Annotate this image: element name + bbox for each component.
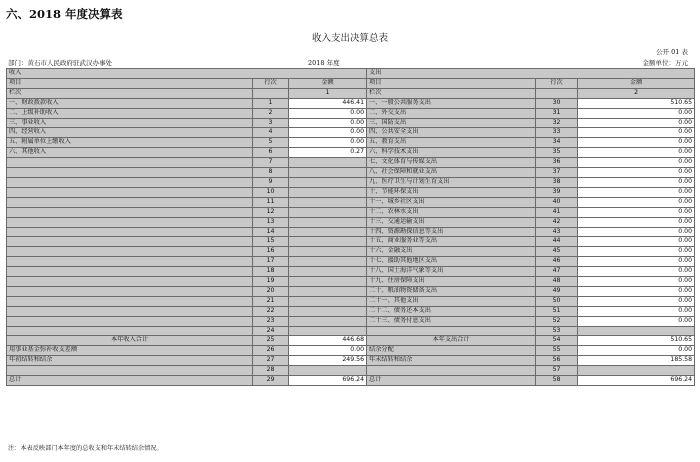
expense-item: 六、科学技术支出 — [367, 148, 536, 158]
income-amount — [289, 286, 367, 296]
expense-row-no: 33 — [536, 128, 578, 138]
expense-row-no: 58 — [536, 376, 578, 386]
expense-row-no: 53 — [536, 326, 578, 336]
expense-item: 十、节能环保支出 — [367, 187, 536, 197]
income-item — [7, 197, 253, 207]
income-row-no: 19 — [253, 277, 289, 287]
expense-item: 二十二、债务还本支出 — [367, 306, 536, 316]
income-item — [7, 267, 253, 277]
income-item: 四、经营收入 — [7, 128, 253, 138]
income-item — [7, 217, 253, 227]
income-item — [7, 187, 253, 197]
table-row — [7, 197, 695, 207]
income-row-no: 3 — [253, 118, 289, 128]
expense-row-no: 50 — [536, 296, 578, 306]
expense-row-no: 42 — [536, 217, 578, 227]
expense-item: 十六、金融支出 — [367, 247, 536, 257]
table-row — [7, 158, 695, 168]
income-item — [7, 326, 253, 336]
income-item — [7, 296, 253, 306]
col-header-amount: 金额 — [289, 78, 367, 88]
expense-row-no: 46 — [536, 257, 578, 267]
expense-item: 八、社会保障和就业支出 — [367, 168, 536, 178]
expense-amount: 0.00 — [578, 306, 695, 316]
footnote: 注：本表反映部门本年度的总收支和年末结转结余情况。 — [8, 445, 163, 452]
income-row-no: 2 — [253, 108, 289, 118]
income-row-no: 24 — [253, 326, 289, 336]
income-row-no: 15 — [253, 237, 289, 247]
income-row-no: 4 — [253, 128, 289, 138]
table-row — [7, 207, 695, 217]
income-row-no: 23 — [253, 316, 289, 326]
income-row-no: 29 — [253, 376, 289, 386]
expense-item: 十七、援助其他地区支出 — [367, 257, 536, 267]
income-row-no: 12 — [253, 207, 289, 217]
income-amount — [289, 326, 367, 336]
year-label: 2018 年度 — [308, 59, 340, 67]
table-row — [7, 306, 695, 316]
expense-amount: 0.00 — [578, 277, 695, 287]
income-row-no: 14 — [253, 227, 289, 237]
expense-row-no: 56 — [536, 356, 578, 366]
expense-item: 十四、资源勘探信息等支出 — [367, 227, 536, 237]
expense-item: 二十一、其他支出 — [367, 296, 536, 306]
income-row-no: 6 — [253, 148, 289, 158]
expense-item: 结余分配 — [367, 346, 536, 356]
table-row — [7, 247, 695, 257]
income-row-no: 7 — [253, 158, 289, 168]
department-label: 部门：黄石市人民政府驻武汉办事处 — [8, 59, 112, 67]
expense-item: 十三、交通运输支出 — [367, 217, 536, 227]
income-amount: 249.56 — [289, 356, 367, 366]
table-row — [7, 316, 695, 326]
income-amount: 0.00 — [289, 108, 367, 118]
expense-item: 二、外交支出 — [367, 108, 536, 118]
income-row-no: 5 — [253, 138, 289, 148]
income-row-no: 16 — [253, 247, 289, 257]
income-row-no: 10 — [253, 187, 289, 197]
income-row-no: 22 — [253, 306, 289, 316]
income-item — [7, 168, 253, 178]
income-item — [7, 227, 253, 237]
income-amount — [289, 277, 367, 287]
expense-amount: 0.00 — [578, 217, 695, 227]
expense-item: 三、国防支出 — [367, 118, 536, 128]
expense-item: 九、医疗卫生与计划生育支出 — [367, 177, 536, 187]
income-item — [7, 306, 253, 316]
income-amount — [289, 366, 367, 376]
income-row-no: 11 — [253, 197, 289, 207]
income-amount: 696.24 — [289, 376, 367, 386]
income-amount — [289, 227, 367, 237]
expense-row-no: 54 — [536, 336, 578, 346]
table-row — [7, 168, 695, 178]
expense-item: 总计 — [367, 376, 536, 386]
income-amount — [289, 197, 367, 207]
expense-row-no: 31 — [536, 108, 578, 118]
income-item — [7, 366, 253, 376]
expense-item — [367, 326, 536, 336]
expense-row-no: 52 — [536, 316, 578, 326]
expense-amount: 0.00 — [578, 286, 695, 296]
table-row — [7, 267, 695, 277]
expense-item: 十二、农林水支出 — [367, 207, 536, 217]
expense-row-no: 57 — [536, 366, 578, 376]
income-item — [7, 177, 253, 187]
expense-item: 二十、粮油物资储备支出 — [367, 286, 536, 296]
col-header-item: 项目 — [7, 78, 253, 88]
table-row — [7, 326, 695, 336]
expense-row-no: 48 — [536, 277, 578, 287]
income-item — [7, 158, 253, 168]
table-row — [7, 118, 695, 128]
expense-amount: 0.00 — [578, 108, 695, 118]
income-amount: 0.00 — [289, 118, 367, 128]
expense-item: 本年支出合计 — [367, 336, 536, 346]
income-row-no: 18 — [253, 267, 289, 277]
expense-item: 十一、城乡社区支出 — [367, 197, 536, 207]
col-index-label: 栏次 — [7, 88, 253, 98]
income-row-no: 8 — [253, 168, 289, 178]
expense-row-no: 41 — [536, 207, 578, 217]
income-expense-table — [6, 68, 695, 386]
expense-amount: 0.00 — [578, 138, 695, 148]
expense-row-no: 45 — [536, 247, 578, 257]
table-row — [7, 277, 695, 287]
meta-row — [8, 58, 688, 68]
income-row-no: 21 — [253, 296, 289, 306]
table-row — [7, 257, 695, 267]
col-index-1: 1 — [289, 88, 367, 98]
table-row — [7, 356, 695, 366]
table-row — [7, 128, 695, 138]
expense-group-header: 支出 — [367, 69, 695, 79]
table-row — [7, 148, 695, 158]
income-amount — [289, 247, 367, 257]
table-row — [7, 286, 695, 296]
income-item — [7, 286, 253, 296]
expense-amount: 0.00 — [578, 168, 695, 178]
col-index-label: 栏次 — [367, 88, 536, 98]
income-row-no: 20 — [253, 286, 289, 296]
expense-amount: 0.00 — [578, 118, 695, 128]
income-row-no: 26 — [253, 346, 289, 356]
expense-item: 十五、商业服务业等支出 — [367, 237, 536, 247]
section-title: 六、2018 年度决算表 — [6, 7, 123, 21]
expense-row-no: 40 — [536, 197, 578, 207]
expense-amount — [578, 326, 695, 336]
expense-amount: 0.00 — [578, 187, 695, 197]
col-header-item: 项目 — [367, 78, 536, 88]
income-amount — [289, 267, 367, 277]
income-item: 用事业基金弥补收支差额 — [7, 346, 253, 356]
expense-row-no: 43 — [536, 227, 578, 237]
income-item: 五、附属单位上缴收入 — [7, 138, 253, 148]
income-item: 年初结转和结余 — [7, 356, 253, 366]
income-amount — [289, 296, 367, 306]
income-amount — [289, 237, 367, 247]
income-amount — [289, 187, 367, 197]
income-item: 三、事业收入 — [7, 118, 253, 128]
expense-amount: 0.00 — [578, 346, 695, 356]
income-item: 本年收入合计 — [7, 336, 253, 346]
expense-amount: 0.00 — [578, 158, 695, 168]
expense-row-no: 35 — [536, 148, 578, 158]
income-amount: 0.00 — [289, 138, 367, 148]
expense-item: 十八、国土海洋气象等支出 — [367, 267, 536, 277]
expense-item: 二十三、债务付息支出 — [367, 316, 536, 326]
report-title: 收入支出决算总表 — [311, 33, 388, 44]
expense-amount: 0.00 — [578, 267, 695, 277]
table-row — [7, 346, 695, 356]
income-item: 总计 — [7, 376, 253, 386]
expense-amount: 0.00 — [578, 227, 695, 237]
expense-amount: 510.65 — [578, 98, 695, 108]
income-amount: 446.41 — [289, 98, 367, 108]
col-header-amount: 金额 — [578, 78, 695, 88]
income-row-no: 1 — [253, 98, 289, 108]
expense-row-no: 34 — [536, 138, 578, 148]
expense-row-no: 37 — [536, 168, 578, 178]
table-row — [7, 227, 695, 237]
expense-row-no: 55 — [536, 346, 578, 356]
income-group-header: 收入 — [7, 69, 367, 79]
expense-row-no: 38 — [536, 177, 578, 187]
income-amount: 446.68 — [289, 336, 367, 346]
expense-item: 十九、住房保障支出 — [367, 277, 536, 287]
income-row-no: 25 — [253, 336, 289, 346]
income-amount — [289, 158, 367, 168]
income-item — [7, 257, 253, 267]
expense-amount — [578, 366, 695, 376]
income-item — [7, 207, 253, 217]
income-amount: 0.27 — [289, 148, 367, 158]
table-row — [7, 336, 695, 346]
income-amount — [289, 257, 367, 267]
income-item — [7, 277, 253, 287]
expense-amount: 510.65 — [578, 336, 695, 346]
income-row-no: 13 — [253, 217, 289, 227]
expense-item: 年末结转和结余 — [367, 356, 536, 366]
form-number: 公开 01 表 — [656, 48, 688, 56]
expense-amount: 0.00 — [578, 148, 695, 158]
income-row-no: 9 — [253, 177, 289, 187]
table-row — [7, 138, 695, 148]
expense-row-no: 51 — [536, 306, 578, 316]
expense-amount: 0.00 — [578, 257, 695, 267]
income-item: 一、财政拨款收入 — [7, 98, 253, 108]
expense-row-no: 39 — [536, 187, 578, 197]
expense-amount: 0.00 — [578, 296, 695, 306]
expense-amount: 0.00 — [578, 316, 695, 326]
expense-row-no: 30 — [536, 98, 578, 108]
unit-label: 金额单位：万元 — [642, 59, 688, 67]
col-header-row: 行次 — [253, 78, 289, 88]
expense-amount: 0.00 — [578, 128, 695, 138]
expense-amount: 185.58 — [578, 356, 695, 366]
expense-row-no: 47 — [536, 267, 578, 277]
col-index-2: 2 — [578, 88, 695, 98]
table-row — [7, 177, 695, 187]
income-item: 二、上级补助收入 — [7, 108, 253, 118]
expense-amount: 0.00 — [578, 197, 695, 207]
income-amount: 0.00 — [289, 346, 367, 356]
expense-item — [367, 366, 536, 376]
expense-item: 四、公共安全支出 — [367, 128, 536, 138]
income-row-no: 17 — [253, 257, 289, 267]
income-amount — [289, 306, 367, 316]
expense-amount: 696.24 — [578, 376, 695, 386]
table-row — [7, 237, 695, 247]
table-row — [7, 187, 695, 197]
table-row — [7, 366, 695, 376]
table-row — [7, 98, 695, 108]
income-row-no: 28 — [253, 366, 289, 376]
income-amount: 0.00 — [289, 128, 367, 138]
col-header-row: 行次 — [536, 78, 578, 88]
table-row — [7, 376, 695, 386]
income-item — [7, 237, 253, 247]
income-amount — [289, 177, 367, 187]
expense-amount: 0.00 — [578, 237, 695, 247]
expense-item: 七、文化体育与传媒支出 — [367, 158, 536, 168]
table-row — [7, 217, 695, 227]
income-amount — [289, 217, 367, 227]
income-item — [7, 247, 253, 257]
expense-amount: 0.00 — [578, 207, 695, 217]
expense-row-no: 49 — [536, 286, 578, 296]
income-amount — [289, 168, 367, 178]
expense-row-no: 44 — [536, 237, 578, 247]
income-item: 六、其他收入 — [7, 148, 253, 158]
income-amount — [289, 207, 367, 217]
table-row — [7, 296, 695, 306]
income-item — [7, 316, 253, 326]
income-row-no: 27 — [253, 356, 289, 366]
table-row — [7, 108, 695, 118]
expense-amount: 0.00 — [578, 247, 695, 257]
expense-item: 五、教育支出 — [367, 138, 536, 148]
expense-row-no: 32 — [536, 118, 578, 128]
income-amount — [289, 316, 367, 326]
expense-item: 一、一般公共服务支出 — [367, 98, 536, 108]
expense-amount: 0.00 — [578, 177, 695, 187]
expense-row-no: 36 — [536, 158, 578, 168]
